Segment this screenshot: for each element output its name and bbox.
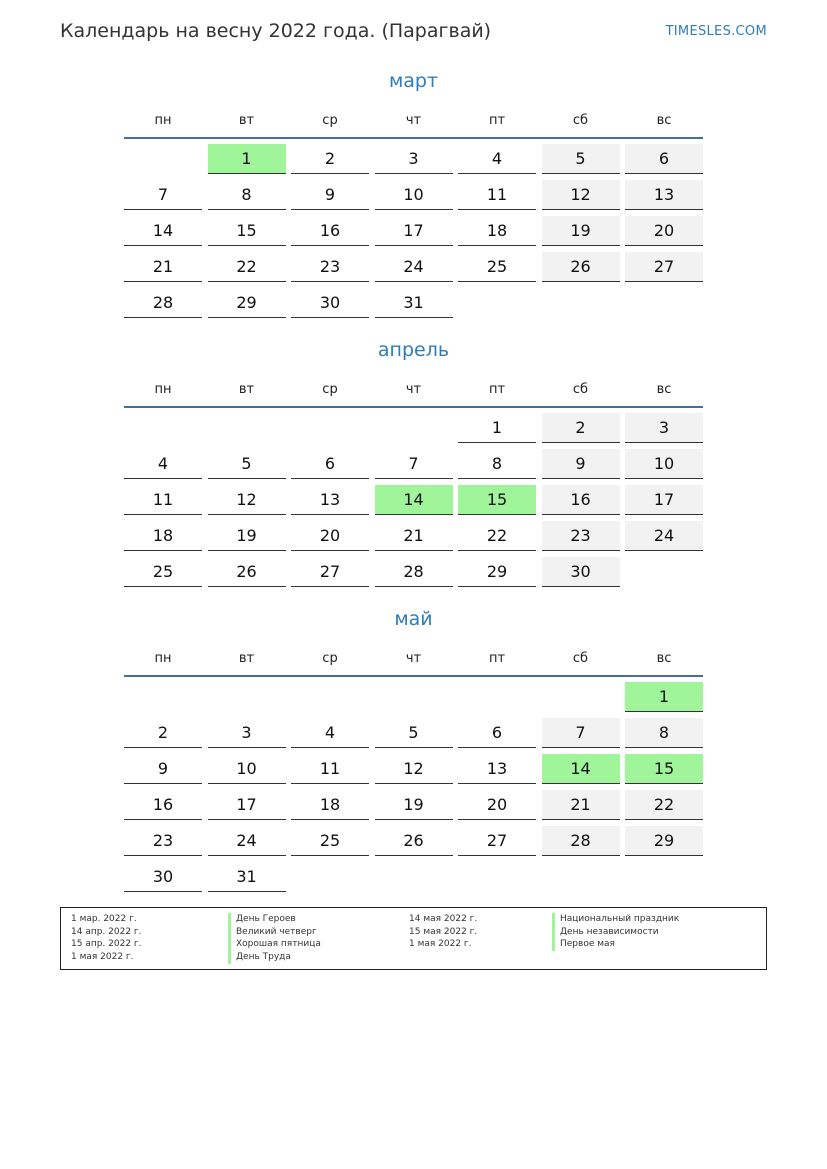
day-cell: 29 (208, 288, 286, 318)
weekday-label: вс (656, 382, 672, 397)
day-cell: 21 (375, 521, 453, 551)
day-cell: 12 (375, 754, 453, 784)
day-cell: 30 (291, 288, 369, 318)
legend-holiday-name: День Труда (228, 951, 321, 964)
empty-cell (208, 682, 286, 712)
legend-date: 15 апр. 2022 г. (71, 939, 142, 950)
legend-left-names (228, 913, 321, 964)
weekend-day-cell: 17 (625, 485, 703, 515)
weekend-day-cell: 2 (542, 413, 620, 443)
weekday-label: вт (238, 113, 255, 128)
weekday-label: сб (572, 382, 589, 397)
weekday-label: пт (488, 113, 506, 128)
day-cell: 18 (124, 521, 202, 551)
weekday-header (124, 382, 703, 398)
day-cell: 11 (291, 754, 369, 784)
legend-right-names (552, 913, 679, 951)
day-cell: 3 (208, 718, 286, 748)
weekend-day-cell: 3 (625, 413, 703, 443)
legend-date: 14 апр. 2022 г. (71, 926, 142, 937)
day-cell: 27 (291, 557, 369, 587)
day-cell: 22 (208, 252, 286, 282)
weekday-label: пн (154, 113, 172, 128)
day-cell: 29 (458, 557, 536, 587)
day-cell: 12 (208, 485, 286, 515)
weekday-label: чт (405, 651, 422, 666)
day-cell: 8 (458, 449, 536, 479)
empty-cell (542, 862, 620, 892)
weekday-header (124, 113, 703, 129)
weekend-day-cell: 9 (542, 449, 620, 479)
day-cell: 10 (375, 180, 453, 210)
day-cell: 4 (291, 718, 369, 748)
empty-cell (291, 413, 369, 443)
day-cell: 11 (458, 180, 536, 210)
day-cell: 20 (291, 521, 369, 551)
month-title: апрель (377, 339, 450, 361)
holiday-legend (60, 907, 767, 970)
weekend-day-cell: 29 (625, 826, 703, 856)
weekend-day-cell: 16 (542, 485, 620, 515)
empty-cell (124, 682, 202, 712)
weekday-label: вт (238, 382, 255, 397)
empty-cell (291, 682, 369, 712)
legend-date: 1 мая 2022 г. (71, 952, 134, 963)
day-cell: 31 (208, 862, 286, 892)
day-cell: 19 (375, 790, 453, 820)
weekday-label: сб (572, 113, 589, 128)
weekend-day-cell: 22 (625, 790, 703, 820)
weekend-day-cell: 13 (625, 180, 703, 210)
day-cell: 31 (375, 288, 453, 318)
header-divider (124, 137, 703, 139)
day-cell: 28 (375, 557, 453, 587)
day-cell: 10 (208, 754, 286, 784)
weekday-label: пт (488, 382, 506, 397)
holiday-day-cell: 15 (625, 754, 703, 784)
legend-date: 1 мая 2022 г. (409, 939, 472, 950)
day-cell: 13 (291, 485, 369, 515)
empty-cell (542, 288, 620, 318)
weekend-day-cell: 10 (625, 449, 703, 479)
day-cell: 6 (291, 449, 369, 479)
empty-cell (375, 862, 453, 892)
holiday-day-cell: 14 (542, 754, 620, 784)
empty-cell (124, 144, 202, 174)
weekend-day-cell: 23 (542, 521, 620, 551)
weekday-label: вс (656, 651, 672, 666)
weekday-label: ср (322, 113, 338, 128)
day-cell: 4 (124, 449, 202, 479)
weekend-day-cell: 26 (542, 252, 620, 282)
legend-date: 14 мая 2022 г. (409, 914, 478, 924)
legend-holiday-name: Хорошая пятница (228, 938, 321, 951)
weekend-day-cell: 19 (542, 216, 620, 246)
weekday-label: сб (572, 651, 589, 666)
weekend-day-cell: 30 (542, 557, 620, 587)
day-cell: 17 (375, 216, 453, 246)
day-cell: 15 (208, 216, 286, 246)
day-cell: 6 (458, 718, 536, 748)
day-cell: 7 (124, 180, 202, 210)
day-cell: 2 (291, 144, 369, 174)
header-divider (124, 406, 703, 408)
weekday-label: вт (238, 651, 255, 666)
legend-holiday-name: День Героев (228, 913, 321, 926)
holiday-day-cell: 1 (208, 144, 286, 174)
weekday-label: чт (405, 113, 422, 128)
legend-holiday-name: Первое мая (552, 938, 679, 951)
day-cell: 2 (124, 718, 202, 748)
empty-cell (458, 862, 536, 892)
empty-cell (375, 413, 453, 443)
day-cell: 7 (375, 449, 453, 479)
weekday-header (124, 651, 703, 667)
day-cell: 5 (375, 718, 453, 748)
holiday-day-cell: 1 (625, 682, 703, 712)
weekend-day-cell: 20 (625, 216, 703, 246)
header-divider (124, 675, 703, 677)
day-cell: 4 (458, 144, 536, 174)
page-title: Календарь на весну 2022 года. (Парагвай) (60, 20, 492, 42)
legend-holiday-name: Национальный праздник (552, 913, 679, 926)
day-cell: 30 (124, 862, 202, 892)
day-cell: 25 (291, 826, 369, 856)
legend-holiday-name: День независимости (552, 926, 679, 939)
day-cell: 26 (375, 826, 453, 856)
empty-cell (375, 682, 453, 712)
day-cell: 23 (291, 252, 369, 282)
day-cell: 8 (208, 180, 286, 210)
day-cell: 27 (458, 826, 536, 856)
day-cell: 19 (208, 521, 286, 551)
day-cell: 16 (291, 216, 369, 246)
weekday-label: пт (488, 651, 506, 666)
weekday-label: ср (322, 651, 338, 666)
weekday-label: вс (656, 113, 672, 128)
weekend-day-cell: 7 (542, 718, 620, 748)
day-cell: 26 (208, 557, 286, 587)
weekend-day-cell: 8 (625, 718, 703, 748)
empty-cell (208, 413, 286, 443)
day-cell: 22 (458, 521, 536, 551)
holiday-day-cell: 14 (375, 485, 453, 515)
empty-cell (458, 682, 536, 712)
weekday-label: пн (154, 382, 172, 397)
empty-cell (291, 862, 369, 892)
day-cell: 13 (458, 754, 536, 784)
weekend-day-cell: 6 (625, 144, 703, 174)
day-cell: 17 (208, 790, 286, 820)
legend-left-dates (71, 913, 142, 964)
weekday-label: пн (154, 651, 172, 666)
weekday-label: чт (405, 382, 422, 397)
empty-cell (625, 862, 703, 892)
weekend-day-cell: 21 (542, 790, 620, 820)
weekend-day-cell: 27 (625, 252, 703, 282)
legend-date: 15 мая 2022 г. (409, 926, 478, 937)
day-cell: 28 (124, 288, 202, 318)
legend-right-dates (409, 913, 477, 951)
day-cell: 24 (375, 252, 453, 282)
empty-cell (458, 288, 536, 318)
legend-date: 1 мар. 2022 г. (71, 914, 137, 924)
day-cell: 16 (124, 790, 202, 820)
day-cell: 25 (458, 252, 536, 282)
weekend-day-cell: 24 (625, 521, 703, 551)
holiday-day-cell: 15 (458, 485, 536, 515)
day-cell: 5 (208, 449, 286, 479)
weekday-label: ср (322, 382, 338, 397)
weekend-day-cell: 28 (542, 826, 620, 856)
day-cell: 18 (458, 216, 536, 246)
day-cell: 9 (291, 180, 369, 210)
day-cell: 20 (458, 790, 536, 820)
day-cell: 23 (124, 826, 202, 856)
day-cell: 14 (124, 216, 202, 246)
month-title: март (388, 70, 439, 92)
day-cell: 24 (208, 826, 286, 856)
day-cell: 3 (375, 144, 453, 174)
day-cell: 18 (291, 790, 369, 820)
empty-cell (625, 557, 703, 587)
day-cell: 1 (458, 413, 536, 443)
brand-link[interactable]: TIMESLES.COM (665, 24, 767, 39)
day-cell: 11 (124, 485, 202, 515)
empty-cell (124, 413, 202, 443)
empty-cell (625, 288, 703, 318)
weekend-day-cell: 5 (542, 144, 620, 174)
empty-cell (542, 682, 620, 712)
day-cell: 25 (124, 557, 202, 587)
weekend-day-cell: 12 (542, 180, 620, 210)
day-cell: 9 (124, 754, 202, 784)
legend-holiday-name: Великий четверг (228, 926, 321, 939)
month-title: май (394, 608, 433, 630)
day-cell: 21 (124, 252, 202, 282)
